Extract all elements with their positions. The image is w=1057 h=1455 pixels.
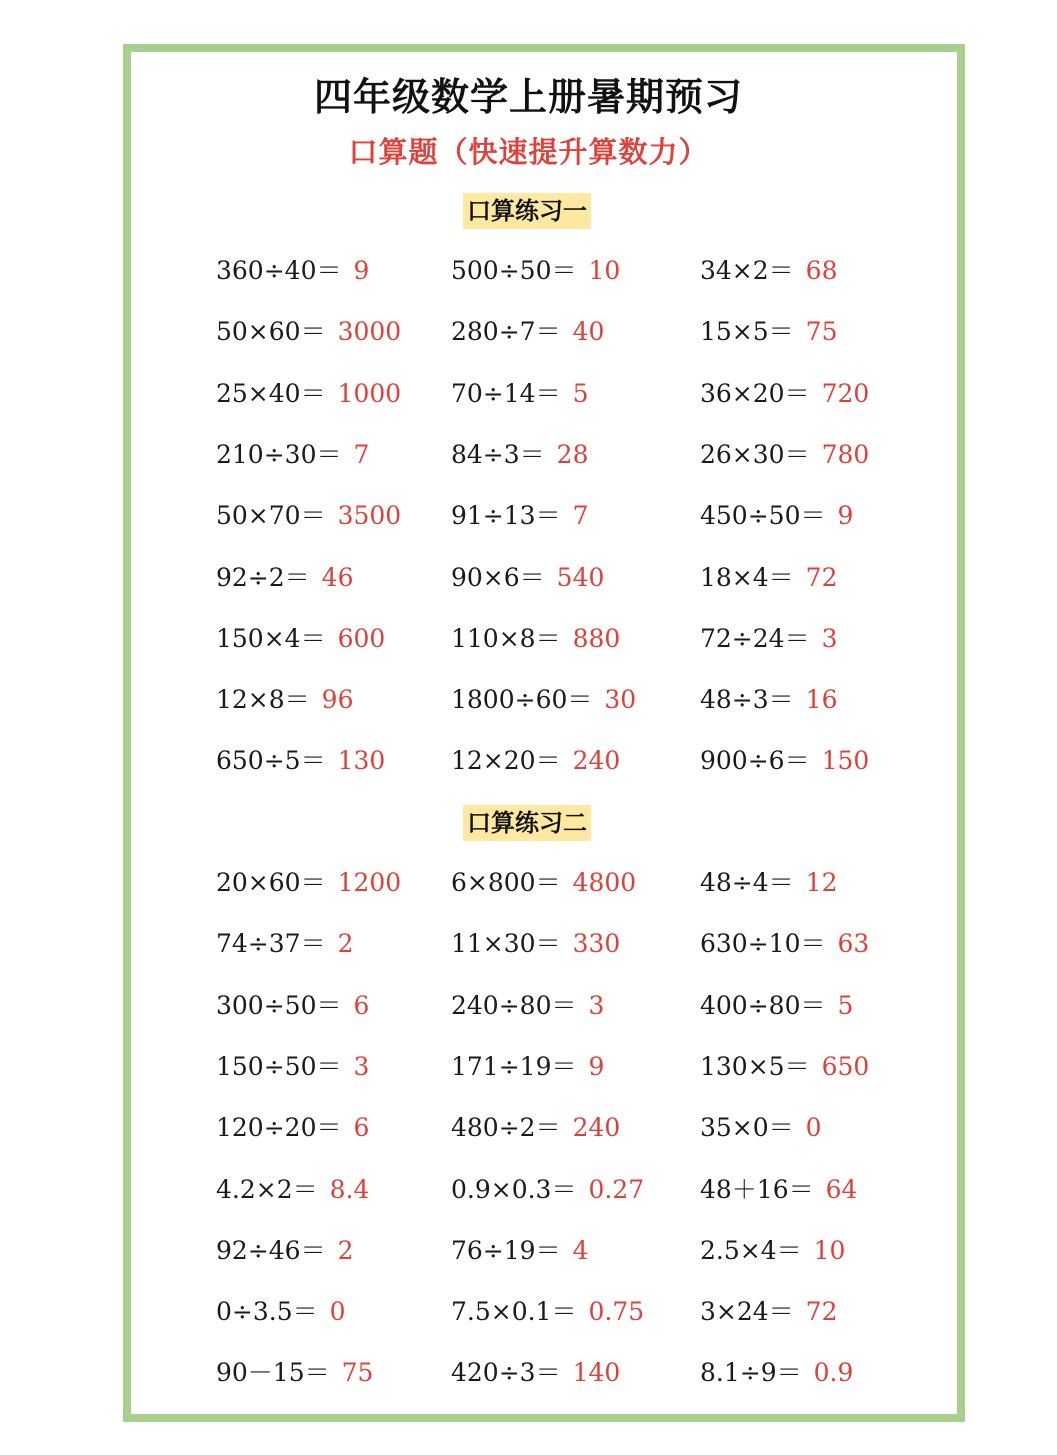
page-subtitle: 口算题（快速提升算数力）	[348, 135, 709, 169]
problem-expression: 26×30＝	[700, 440, 810, 469]
arithmetic-problem	[216, 1231, 353, 1271]
problem-answer: 2	[337, 929, 354, 958]
problem-expression: 90－15＝	[216, 1358, 330, 1387]
problem-expression: 76÷19＝	[451, 1236, 561, 1265]
problem-answer: 9	[837, 501, 854, 530]
arithmetic-problem	[216, 435, 369, 475]
problem-row	[0, 374, 1057, 414]
problem-answer: 650	[821, 1052, 870, 1081]
problem-expression: 480÷2＝	[451, 1113, 561, 1142]
arithmetic-problem	[700, 1108, 822, 1148]
problem-expression: 630÷10＝	[700, 929, 826, 958]
problem-row	[0, 680, 1057, 720]
arithmetic-problem	[700, 986, 853, 1026]
problem-answer: 880	[572, 624, 621, 653]
arithmetic-problem	[216, 1170, 369, 1210]
arithmetic-problem	[216, 1353, 373, 1393]
problem-expression: 300÷50＝	[216, 991, 342, 1020]
problem-answer: 720	[821, 379, 870, 408]
problem-answer: 96	[321, 685, 354, 714]
problem-answer: 3500	[337, 501, 402, 530]
problem-expression: 130×5＝	[700, 1052, 810, 1081]
arithmetic-problem	[216, 986, 369, 1026]
problem-expression: 280÷7＝	[451, 317, 561, 346]
arithmetic-problem	[451, 863, 636, 903]
problem-row	[0, 1108, 1057, 1148]
problem-answer: 540	[556, 563, 605, 592]
arithmetic-problem	[451, 741, 620, 781]
problem-answer: 3	[588, 991, 605, 1020]
problem-answer: 6	[353, 1113, 370, 1142]
problem-answer: 64	[825, 1175, 858, 1204]
problem-expression: 48÷3＝	[700, 685, 794, 714]
arithmetic-problem	[216, 558, 353, 598]
problem-answer: 4	[572, 1236, 589, 1265]
arithmetic-problem	[216, 1292, 346, 1332]
problem-answer: 1200	[337, 868, 402, 897]
arithmetic-problem	[216, 312, 401, 352]
arithmetic-problem	[700, 1047, 869, 1087]
arithmetic-problem	[216, 741, 385, 781]
arithmetic-problem	[451, 619, 620, 659]
arithmetic-problem	[451, 680, 636, 720]
problem-row	[0, 1292, 1057, 1332]
arithmetic-problem	[216, 496, 401, 536]
arithmetic-problem	[451, 924, 620, 964]
problem-answer: 10	[813, 1236, 846, 1265]
arithmetic-problem	[451, 1108, 620, 1148]
problem-answer: 72	[805, 1297, 838, 1326]
arithmetic-problem	[700, 558, 837, 598]
problem-row	[0, 496, 1057, 536]
problem-answer: 5	[837, 991, 854, 1020]
arithmetic-problem	[700, 924, 869, 964]
problem-expression: 8.1÷9＝	[700, 1358, 802, 1387]
problem-row	[0, 619, 1057, 659]
problem-expression: 110×8＝	[451, 624, 561, 653]
problem-expression: 450÷50＝	[700, 501, 826, 530]
problem-row	[0, 741, 1057, 781]
arithmetic-problem	[451, 312, 604, 352]
problem-answer: 3000	[337, 317, 402, 346]
arithmetic-problem	[700, 1231, 845, 1271]
problem-row	[0, 1353, 1057, 1393]
arithmetic-problem	[700, 374, 869, 414]
problem-answer: 1000	[337, 379, 402, 408]
problem-answer: 9	[353, 256, 370, 285]
arithmetic-problem	[216, 374, 401, 414]
problem-expression: 1800÷60＝	[451, 685, 593, 714]
problem-expression: 12×20＝	[451, 746, 561, 775]
section-heading: 口算练习二	[463, 805, 591, 841]
problem-answer: 72	[805, 563, 838, 592]
arithmetic-problem	[216, 251, 369, 291]
problem-expression: 34×2＝	[700, 256, 794, 285]
problem-answer: 6	[353, 991, 370, 1020]
problem-answer: 600	[337, 624, 386, 653]
problem-answer: 240	[572, 1113, 621, 1142]
problem-answer: 780	[821, 440, 870, 469]
problem-expression: 3×24＝	[700, 1297, 794, 1326]
problem-answer: 5	[572, 379, 589, 408]
problem-expression: 150×4＝	[216, 624, 326, 653]
problem-expression: 171÷19＝	[451, 1052, 577, 1081]
arithmetic-problem	[700, 1170, 857, 1210]
arithmetic-problem	[216, 619, 385, 659]
problem-answer: 68	[805, 256, 838, 285]
problem-row	[0, 1231, 1057, 1271]
arithmetic-problem	[216, 924, 353, 964]
arithmetic-problem	[700, 741, 869, 781]
arithmetic-problem	[700, 312, 837, 352]
problem-row	[0, 1047, 1057, 1087]
problem-answer: 150	[821, 746, 870, 775]
problem-expression: 72÷24＝	[700, 624, 810, 653]
problem-answer: 30	[604, 685, 637, 714]
problem-expression: 900÷6＝	[700, 746, 810, 775]
arithmetic-problem	[700, 680, 837, 720]
problem-expression: 20×60＝	[216, 868, 326, 897]
problem-answer: 8.4	[329, 1175, 370, 1204]
problem-answer: 0.9	[813, 1358, 854, 1387]
problem-answer: 0	[329, 1297, 346, 1326]
problem-answer: 0.27	[588, 1175, 645, 1204]
problem-answer: 63	[837, 929, 870, 958]
problem-expression: 120÷20＝	[216, 1113, 342, 1142]
arithmetic-problem	[451, 1292, 644, 1332]
problem-answer: 3	[821, 624, 838, 653]
problem-expression: 2.5×4＝	[700, 1236, 802, 1265]
problem-answer: 9	[588, 1052, 605, 1081]
problem-row	[0, 435, 1057, 475]
arithmetic-problem	[451, 1353, 620, 1393]
problem-answer: 2	[337, 1236, 354, 1265]
arithmetic-problem	[700, 619, 837, 659]
arithmetic-problem	[700, 1353, 853, 1393]
problem-expression: 35×0＝	[700, 1113, 794, 1142]
problem-answer: 3	[353, 1052, 370, 1081]
arithmetic-problem	[451, 986, 604, 1026]
problem-expression: 84÷3＝	[451, 440, 545, 469]
problem-answer: 75	[341, 1358, 374, 1387]
problem-expression: 7.5×0.1＝	[451, 1297, 577, 1326]
arithmetic-problem	[700, 251, 837, 291]
arithmetic-problem	[451, 496, 588, 536]
problem-expression: 360÷40＝	[216, 256, 342, 285]
arithmetic-problem	[216, 680, 353, 720]
problem-row	[0, 312, 1057, 352]
problem-answer: 240	[572, 746, 621, 775]
arithmetic-problem	[700, 435, 869, 475]
arithmetic-problem	[451, 558, 604, 598]
problem-expression: 90×6＝	[451, 563, 545, 592]
problem-expression: 91÷13＝	[451, 501, 561, 530]
problem-expression: 12×8＝	[216, 685, 310, 714]
problem-answer: 330	[572, 929, 621, 958]
problem-expression: 400÷80＝	[700, 991, 826, 1020]
arithmetic-problem	[216, 863, 401, 903]
problem-answer: 7	[572, 501, 589, 530]
arithmetic-problem	[451, 435, 588, 475]
problem-answer: 10	[588, 256, 621, 285]
problem-answer: 40	[572, 317, 605, 346]
problem-expression: 48＋16＝	[700, 1175, 814, 1204]
problem-answer: 0.75	[588, 1297, 645, 1326]
problem-answer: 16	[805, 685, 838, 714]
problem-expression: 11×30＝	[451, 929, 561, 958]
problem-row	[0, 558, 1057, 598]
problem-expression: 500÷50＝	[451, 256, 577, 285]
page-title: 四年级数学上册暑期预习	[313, 75, 743, 119]
arithmetic-problem	[451, 251, 620, 291]
problem-expression: 0.9×0.3＝	[451, 1175, 577, 1204]
problem-expression: 210÷30＝	[216, 440, 342, 469]
problem-answer: 0	[805, 1113, 822, 1142]
arithmetic-problem	[216, 1047, 369, 1087]
problem-expression: 0÷3.5＝	[216, 1297, 318, 1326]
problem-expression: 50×70＝	[216, 501, 326, 530]
problem-row	[0, 924, 1057, 964]
arithmetic-problem	[216, 1108, 369, 1148]
arithmetic-problem	[451, 1047, 604, 1087]
problem-row	[0, 986, 1057, 1026]
problem-expression: 70÷14＝	[451, 379, 561, 408]
problem-expression: 92÷46＝	[216, 1236, 326, 1265]
arithmetic-problem	[451, 1170, 644, 1210]
problem-answer: 12	[805, 868, 838, 897]
arithmetic-problem	[451, 1231, 588, 1271]
problem-expression: 48÷4＝	[700, 868, 794, 897]
problem-expression: 420÷3＝	[451, 1358, 561, 1387]
problem-expression: 74÷37＝	[216, 929, 326, 958]
arithmetic-problem	[700, 496, 853, 536]
problem-answer: 28	[556, 440, 589, 469]
problem-expression: 92÷2＝	[216, 563, 310, 592]
arithmetic-problem	[700, 1292, 837, 1332]
problem-row	[0, 251, 1057, 291]
problem-answer: 46	[321, 563, 354, 592]
arithmetic-problem	[451, 374, 588, 414]
arithmetic-problem	[700, 863, 837, 903]
problem-answer: 130	[337, 746, 386, 775]
problem-expression: 50×60＝	[216, 317, 326, 346]
problem-expression: 6×800＝	[451, 868, 561, 897]
problem-answer: 7	[353, 440, 370, 469]
problem-expression: 4.2×2＝	[216, 1175, 318, 1204]
problem-answer: 4800	[572, 868, 637, 897]
problem-row	[0, 863, 1057, 903]
problem-expression: 240÷80＝	[451, 991, 577, 1020]
section-heading: 口算练习一	[463, 193, 591, 229]
problem-row	[0, 1170, 1057, 1210]
problem-expression: 650÷5＝	[216, 746, 326, 775]
problem-expression: 36×20＝	[700, 379, 810, 408]
problem-expression: 18×4＝	[700, 563, 794, 592]
problem-answer: 75	[805, 317, 838, 346]
problem-expression: 25×40＝	[216, 379, 326, 408]
problem-answer: 140	[572, 1358, 621, 1387]
problem-expression: 15×5＝	[700, 317, 794, 346]
problem-expression: 150÷50＝	[216, 1052, 342, 1081]
